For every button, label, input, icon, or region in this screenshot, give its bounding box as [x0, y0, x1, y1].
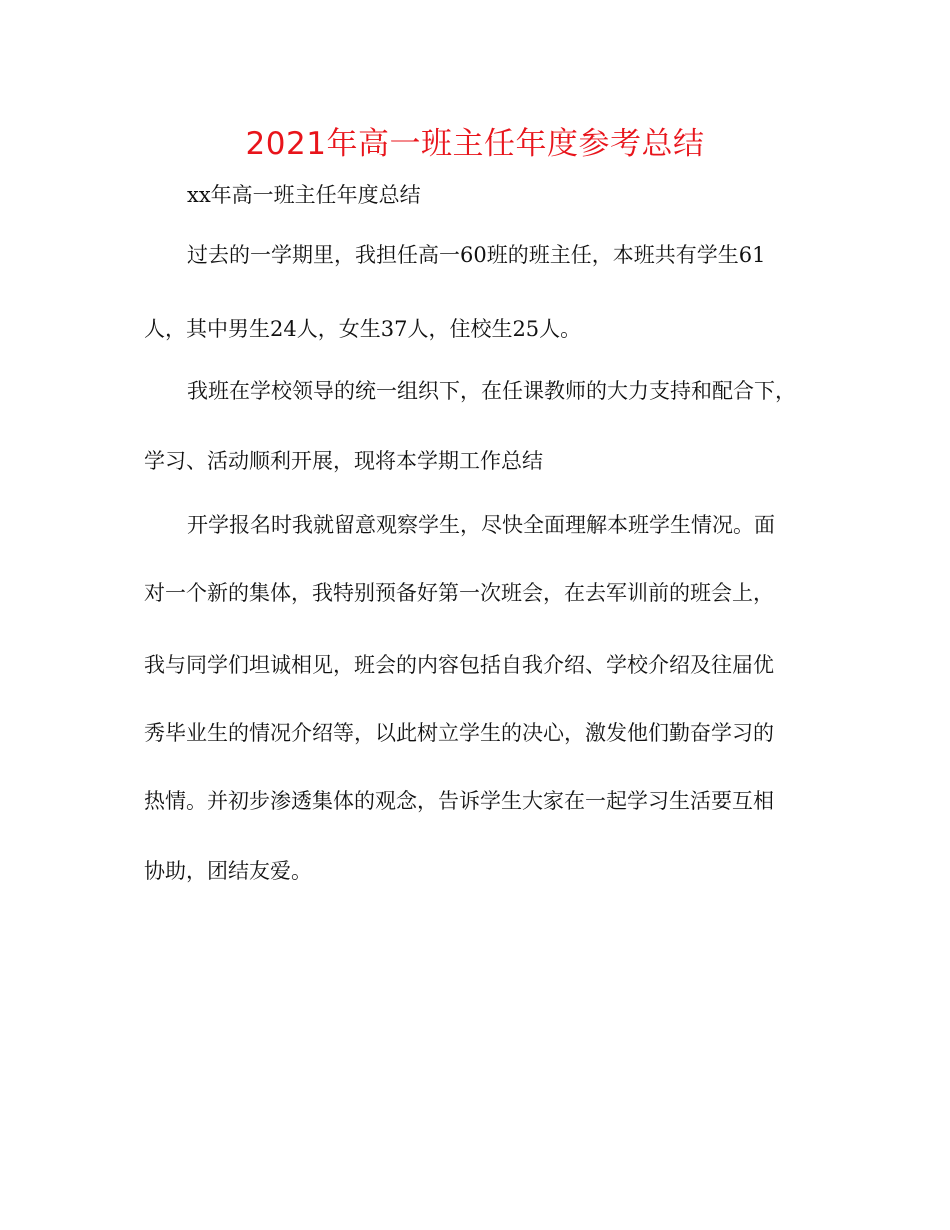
paragraph-line: 人，其中男生24人，女生37人，住校生25人。: [144, 317, 582, 341]
paragraph-line: 协助，团结友爱。: [144, 859, 312, 883]
paragraph-line: 过去的一学期里，我担任高一60班的班主任，本班共有学生61: [187, 243, 766, 267]
paragraph-line: 秀毕业生的情况介绍等，以此树立学生的决心，激发他们勤奋学习的: [144, 721, 774, 745]
paragraph-line: 对一个新的集体，我特别预备好第一次班会，在去军训前的班会上，: [144, 581, 774, 605]
paragraph-line: 我与同学们坦诚相见，班会的内容包括自我介绍、学校介绍及往届优: [144, 653, 774, 677]
paragraph-line: 我班在学校领导的统一组织下，在任课教师的大力支持和配合下，: [187, 379, 796, 403]
subtitle-line: xx年高一班主任年度总结: [187, 183, 421, 207]
paragraph-line: 热情。并初步渗透集体的观念，告诉学生大家在一起学习生活要互相: [144, 789, 774, 813]
paragraph-line: 开学报名时我就留意观察学生，尽快全面理解本班学生情况。面: [187, 513, 775, 537]
document-title: 2021年高一班主任年度参考总结: [245, 126, 705, 162]
paragraph-line: 学习、活动顺利开展，现将本学期工作总结: [144, 449, 543, 473]
